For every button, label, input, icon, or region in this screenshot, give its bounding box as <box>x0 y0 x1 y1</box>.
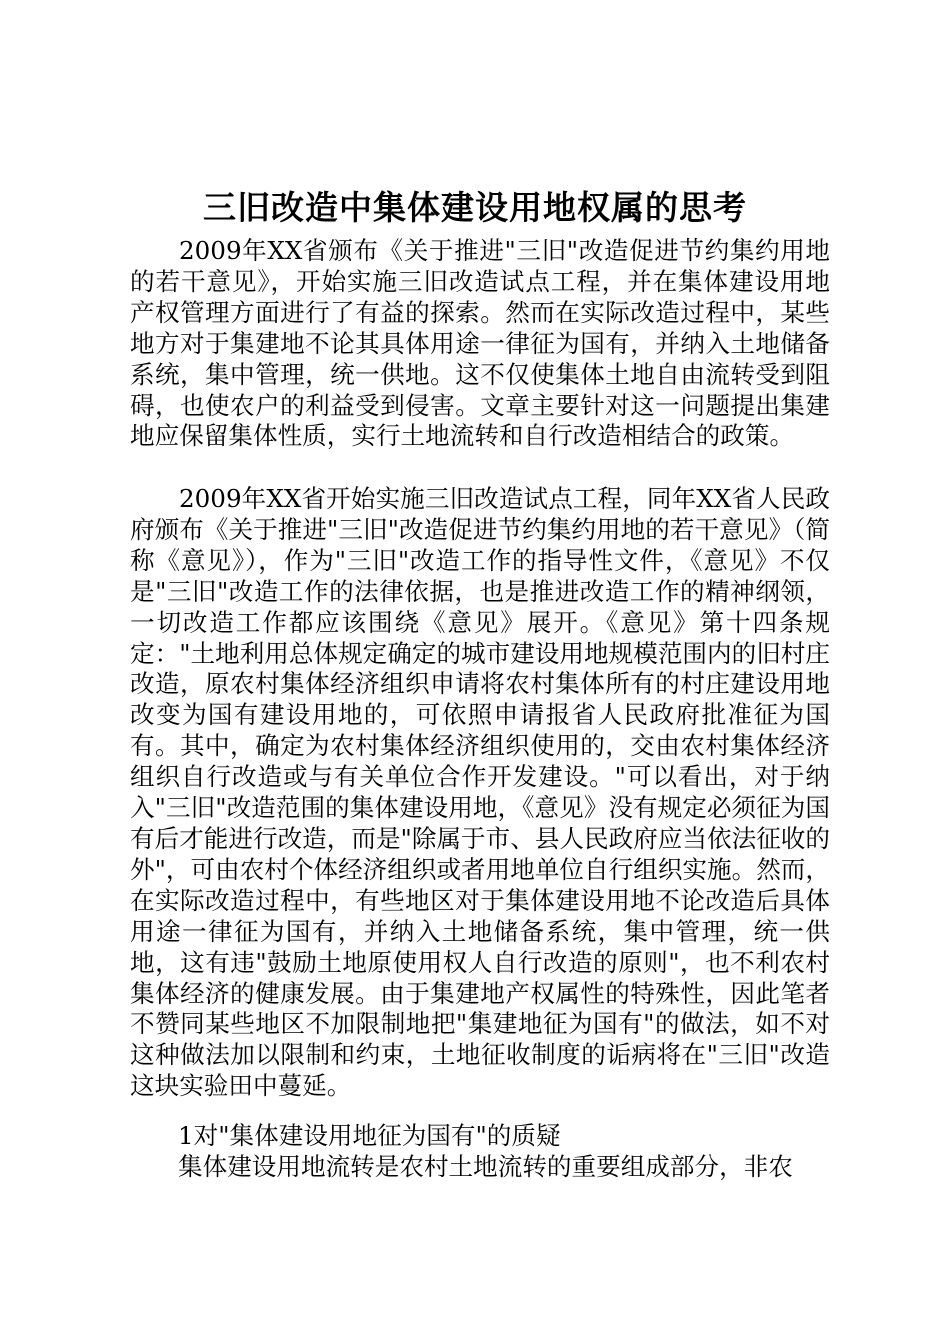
section-heading: 1对"集体建设用地征为国有"的质疑 <box>178 1121 561 1150</box>
document-title: 三旧改造中集体建设用地权属的思考 <box>203 188 747 227</box>
paragraph-introduction: 2009年XX省开始实施三旧改造试点工程，同年XX省人民政府颁布《关于推进"三旧"改造促进节约集约用地的若干意见》（简称《意见》），作为"三旧"改造工作的指导性文件，《意见》不仅是"三旧"改造工作的法律依据，也是推进改造工作的精神纲领，一切改造工作都应该围绕《意见》展开。《意见》第十四条规定："土地利用总体规定确定的城市建设用地规模范围内的旧村庄改造，原农村集体经济组织申请将农村集体所有的村庄建设用地改变为国有建设用地的，可依照申请报省人民政府批准征为国有。其中，确定为农村集体经济组织使用的，交由农村集体经济组织自行改造或与有关单位合作开发建设。"可以看出，对于纳入"三旧"改造范围的集体建设用地，《意见》没有规定必须征为国有后才能进行改造，而是"除属于市、县人民政府应当依法征收的外"，可由农村个体经济组织或者用地单位自行组织实施。然而，在实际改造过程中，有些地区对于集体建设用地不论改造后具体用途一律征为国有，并纳入土地储备系统，集中管理，统一供地，这有违"鼓励土地原使用权人自行改造的原则"，也不利农村集体经济的健康发展。由于集建地产权属性的特殊性，因此笔者不赞同某些地区不加限制地把"集建地征为国有"的做法，如不对这种做法加以限制和约束，土地征收制度的诟病将在"三旧"改造这块实验田中蔓延。 <box>130 484 830 1101</box>
section-paragraph: 集体建设用地流转是农村土地流转的重要组成部分，非农 <box>178 1152 793 1181</box>
paragraph-abstract: 2009年XX省颁布《关于推进"三旧"改造促进节约集约用地的若干意见》，开始实施三旧改造试点工程，并在集体建设用地产权管理方面进行了有益的探索。然而在实际改造过程中，某些地方对于集建地不论其具体用途一律征为国有，并纳入土地储备系统，集中管理，统一供地。这不仅使集体土地自由流转受到阻碍，也使农户的利益受到侵害。文章主要针对这一问题提出集建地应保留集体性质，实行土地流转和自行改造相结合的政策。 <box>130 236 830 451</box>
